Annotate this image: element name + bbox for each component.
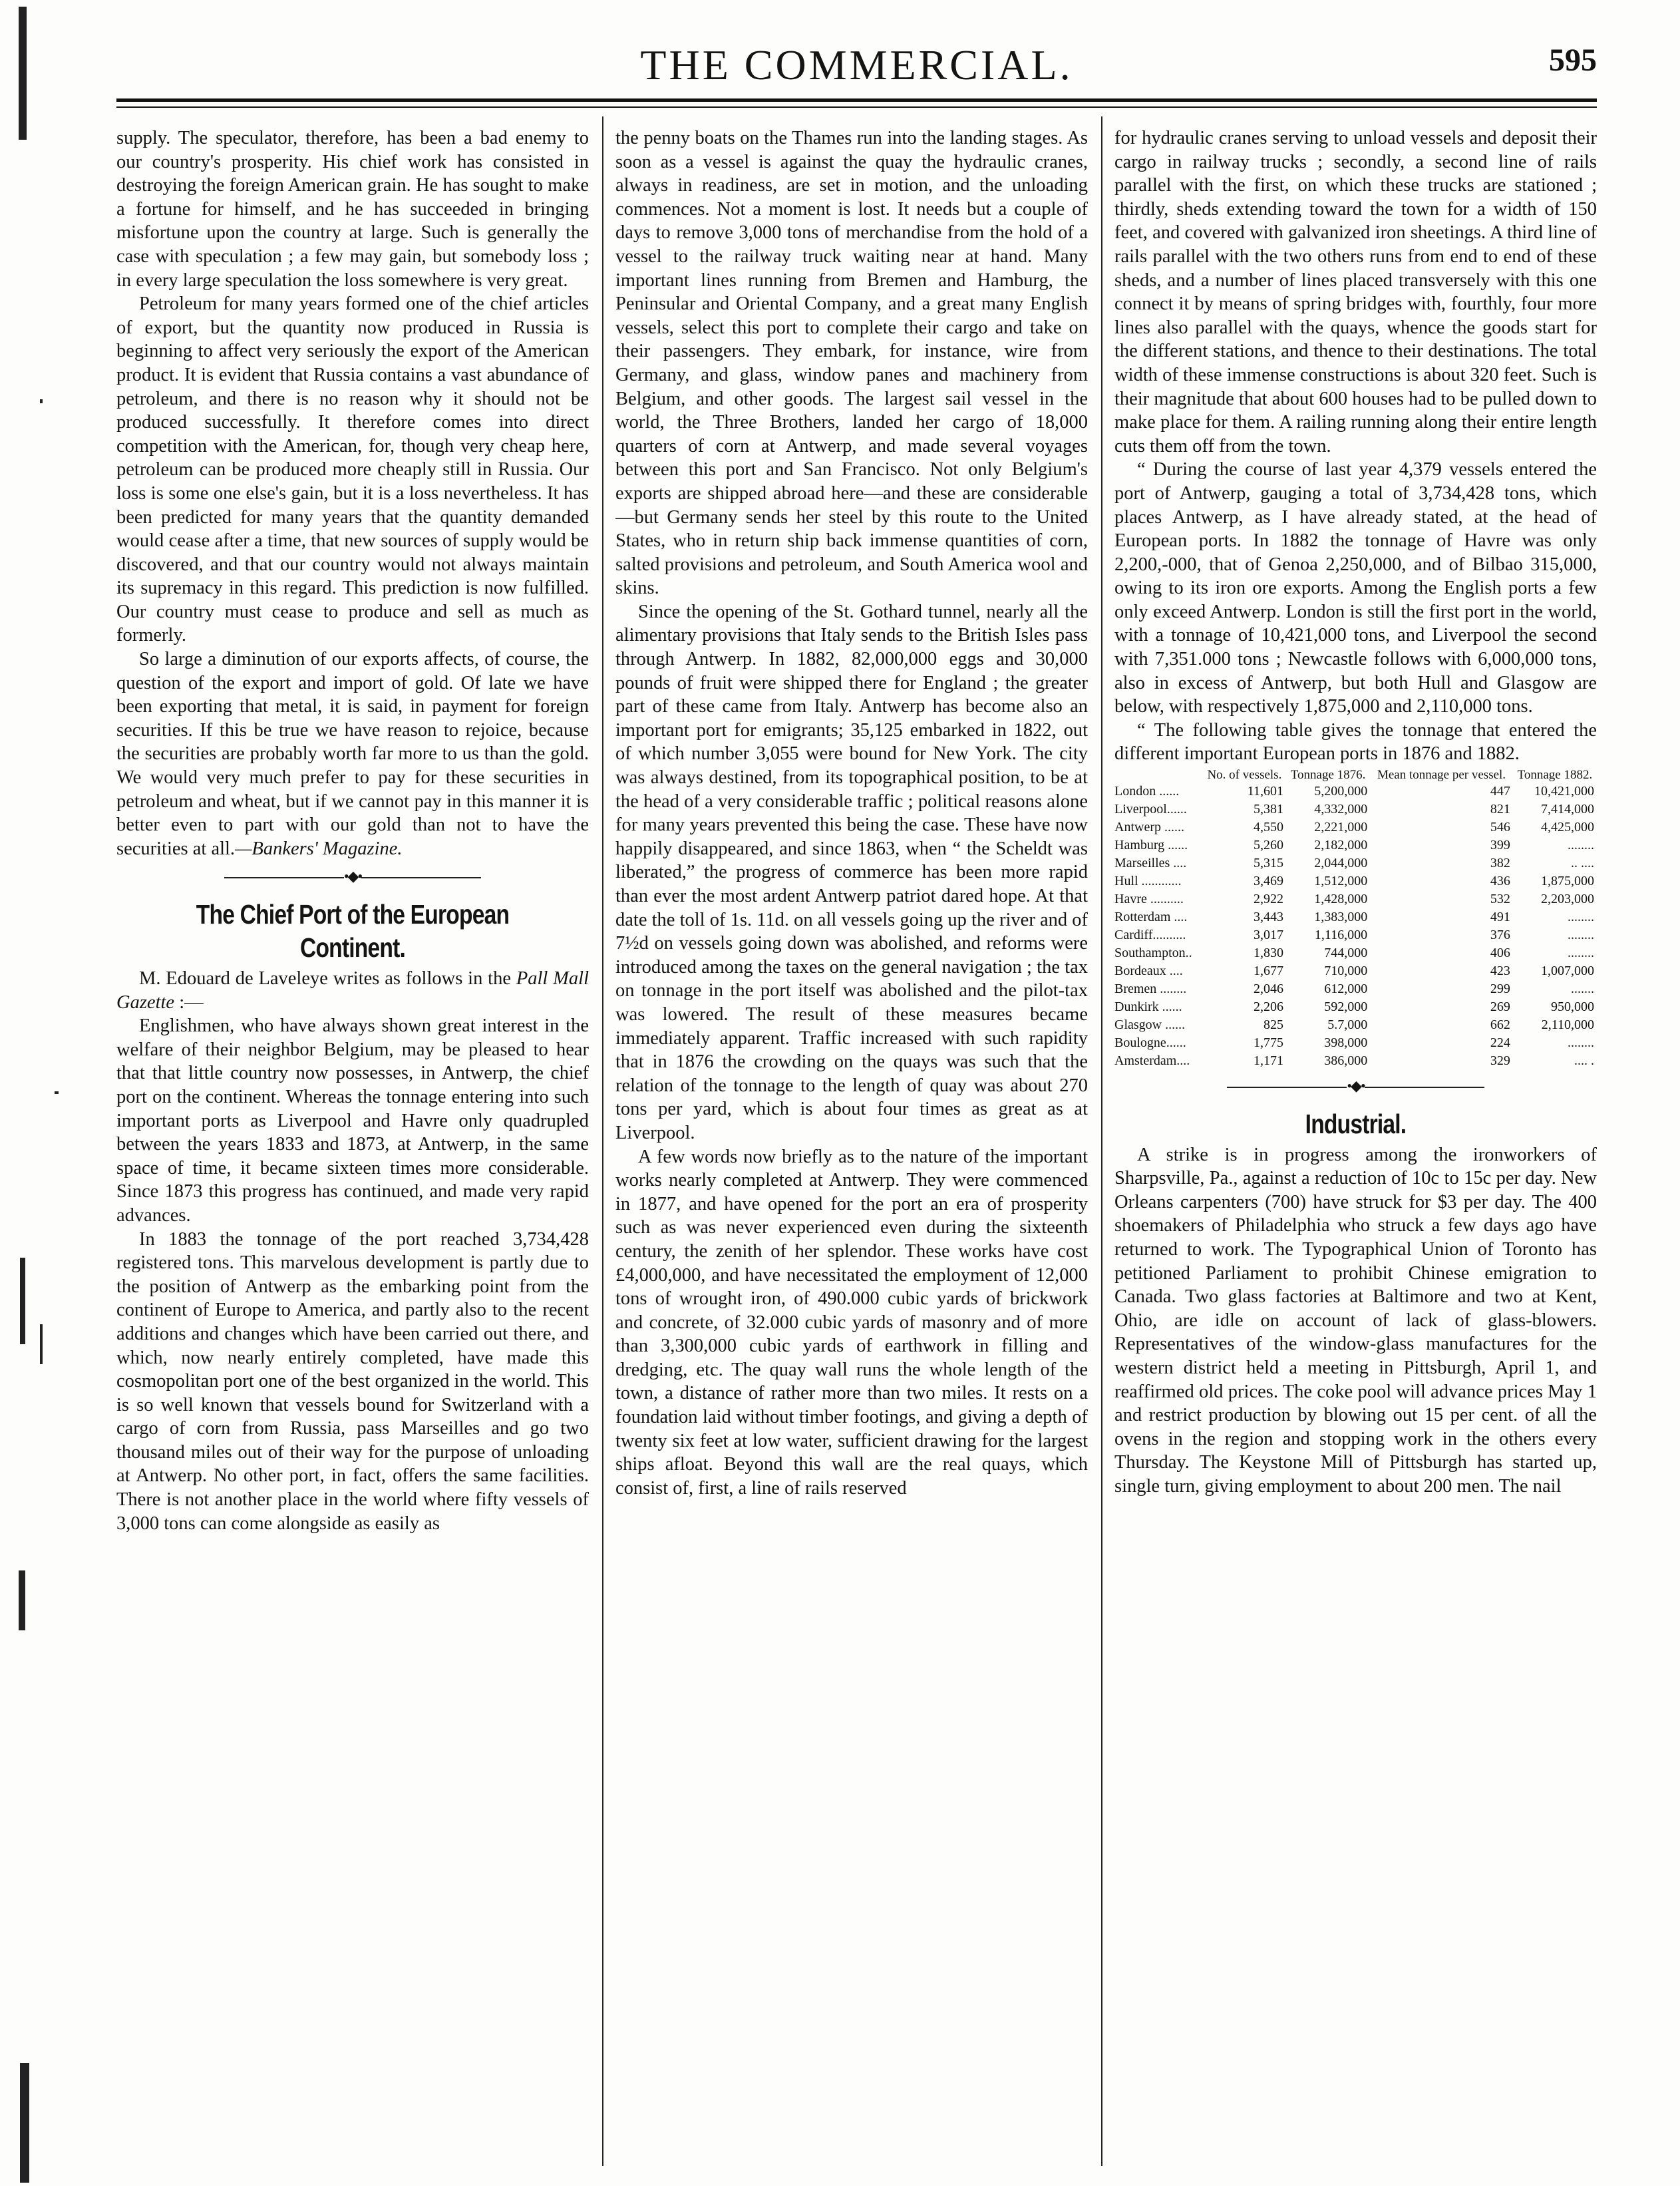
table-cell: 398,000 xyxy=(1324,1035,1368,1051)
table-cell: 5,315 xyxy=(1254,856,1284,871)
table-cell: 2,206 xyxy=(1254,1000,1284,1015)
table-row xyxy=(1114,1016,1597,1034)
table-cell: 11,601 xyxy=(1247,784,1284,799)
table-cell: 950,000 xyxy=(1551,1000,1594,1015)
table-cell: 2,110,000 xyxy=(1541,1017,1594,1033)
paragraph: “ During the course of last year 4,379 vessels entered the port of Antwerp, gauging a total of 3,734,428 tons, which places Antwerp, as I have already stated, at the head of European ports. In 1882 the tonnage of Havre was only 2,200,-000, that of Genoa 2,250,000, and of Bilbao 315,000, owing to its iron ore exports. Among the English ports a few only exceed Antwerp. London is still the first port in the world, with a tonnage of 10,421,000 tons, and Liverpool the second with 7,351.000 tons ; Newcastle follows with 6,000,000 tons, also in excess of Antwerp, but both Hull and Glasgow are below, with respectively 1,875,000 and 2,110,000 tons. xyxy=(1114,459,1597,717)
table-cell: .. .... xyxy=(1571,856,1594,871)
port-name-cell: Dunkirk ...... xyxy=(1114,1000,1182,1015)
port-name-cell: Boulogne...... xyxy=(1114,1035,1186,1051)
table-cell: ....... xyxy=(1571,982,1594,997)
paragraph: for hydraulic cranes serving to unload vessels and deposit their cargo in railway trucks ; secondly, a second line of rails parallel with the first, on which these trucks are stationed ; thirdly, sheds extending toward the town for a width of 150 feet, and covered with galvanized iron sheetings. A third line of rails parallel with the two others runs from end to end of these sheds, and a number of lines placed transversely with this one connect it by means of spring bridges with, fourthly, four more lines also parallel with the quays, whence the goods start for the different stations, and thence to their destinations. The total width of these immense constructions is about 320 feet. Such is their magnitude that about 600 houses had to be pulled down to make place for them. A railing running along their entire length cuts them off from the town. xyxy=(1114,128,1597,456)
table-cell: 224 xyxy=(1490,1035,1510,1051)
table-row xyxy=(1114,819,1597,836)
table-cell: 2,182,000 xyxy=(1314,838,1368,853)
table-cell: 1,875,000 xyxy=(1541,874,1594,889)
column-3 xyxy=(1114,126,1597,2163)
table-row xyxy=(1114,1052,1597,1070)
port-name-cell: Rotterdam .... xyxy=(1114,910,1188,925)
table-cell: 2,203,000 xyxy=(1541,892,1594,907)
port-name-cell: Hull ............ xyxy=(1114,874,1182,889)
port-name-cell: Antwerp ...... xyxy=(1114,820,1184,835)
table-header: Mean tonnage per vessel. xyxy=(1377,768,1506,783)
table-cell: 382 xyxy=(1490,856,1510,871)
column-2 xyxy=(615,126,1088,2163)
table-cell: 592,000 xyxy=(1324,1000,1368,1015)
port-name-cell: Liverpool...... xyxy=(1114,802,1187,817)
table-row xyxy=(1114,998,1597,1016)
port-name-cell: Bordeaux .... xyxy=(1114,964,1183,979)
table-row xyxy=(1114,801,1597,819)
table-cell: 821 xyxy=(1490,802,1510,817)
table-cell: 710,000 xyxy=(1324,964,1368,979)
table-cell: 662 xyxy=(1490,1017,1510,1033)
table-body xyxy=(1114,783,1597,1070)
table-header xyxy=(1114,767,1203,783)
table-cell: 744,000 xyxy=(1324,946,1368,961)
port-name-cell: Hamburg ...... xyxy=(1114,838,1188,853)
table-cell: 2,221,000 xyxy=(1314,820,1368,835)
table-row xyxy=(1114,872,1597,890)
table-cell: 1,512,000 xyxy=(1314,874,1368,889)
article-heading: The Chief Port of the European Continent. xyxy=(196,899,510,963)
table-cell: 4,550 xyxy=(1254,820,1284,835)
table-cell: 329 xyxy=(1490,1053,1510,1069)
table-row xyxy=(1114,890,1597,908)
table-cell: 7,414,000 xyxy=(1541,802,1594,817)
port-name-cell: Amsterdam.... xyxy=(1114,1053,1190,1069)
paragraph xyxy=(116,647,589,860)
table-cell: 491 xyxy=(1490,910,1510,925)
table-cell: 3,469 xyxy=(1254,874,1284,889)
table-cell: 386,000 xyxy=(1324,1053,1368,1069)
article-heading: Industrial. xyxy=(1305,1108,1407,1139)
port-name-cell: London ...... xyxy=(1114,784,1180,799)
tonnage-table xyxy=(1114,767,1597,1070)
table-cell: 2,922 xyxy=(1254,892,1284,907)
table-cell: 5.7,000 xyxy=(1327,1017,1368,1033)
header-rule-thin xyxy=(116,106,1597,108)
intro-text-end: :— xyxy=(179,992,204,1013)
table-cell: 436 xyxy=(1490,874,1510,889)
table-cell: ........ xyxy=(1568,910,1594,925)
column-1 xyxy=(116,126,589,2163)
table-cell: 2,044,000 xyxy=(1314,856,1368,871)
paragraph: Petroleum for many years formed one of the chief articles of export, but the quantity now produced in Russia is beginning to affect very seriously the export of the American product. It is evident that Russia contains a vast abundance of petroleum, and there is no reason why it should not be produced successfully. It therefore comes into direct competition with the American, for, though very cheap here, petroleum can be produced more cheaply still in Russia. Our loss is some one else's gain, but it is a loss nevertheless. It has been predicted for many years that the quantity demanded would cease after a time, that new sources of supply would be discovered, and that our country would not always maintain its supremacy in this regard. This prediction is now fulfilled. Our country must cease to produce and sell as much as formerly. xyxy=(116,293,589,646)
paragraph: A few words now briefly as to the nature of the important works nearly completed at Antwerp. They were commenced in 1877, and have opened for the port an era of prosperity such as was never experienced even during the sixteenth century, the zenith of her splendor. These works have cost £4,000,000, and have necessitated the employment of 12,000 tons of wrought iron, of 490.000 cubic yards of brickwork and concrete, of 32.000 cubic yards of masonry and of more than 3,300,000 cubic yards of earthwork in filling and dredging, etc. The quay wall runs the whole length of the town, a distance of rather more than two miles. It rests on a foundation laid without timber footings, and giving a depth of twenty six feet at low water, sufficient drawing for the largest ships afloat. Beyond this wall are the real quays, which consist of, first, a line of rails reserved xyxy=(615,1146,1088,1499)
header-rule xyxy=(116,98,1597,102)
table-cell: 532 xyxy=(1490,892,1510,907)
paragraph: In 1883 the tonnage of the port reached 3,734,428 registered tons. This marvelous development is partly due to the position of Antwerp as the embarking point from the continent of Europe to America, and partly also to the recent additions and changes which have been carried out there, and which, now nearly entirely completed, have made this cosmopolitan port one of the best organized in the world. This is so well known that vessels bound for Switzerland with a cargo of corn from Russia, pass Marseilles and go two thousand miles out of their way for the purpose of unloading at Antwerp. No other port, in fact, offers the same facilities. There is not another place in the world where fifty vessels of 3,000 tons can come alongside as easily as xyxy=(116,1228,589,1534)
port-name-cell: Southampton.. xyxy=(1114,946,1192,961)
table-header: Tonnage 1882. xyxy=(1517,768,1593,783)
table-cell: 1,383,000 xyxy=(1314,910,1368,925)
table-row xyxy=(1114,926,1597,944)
port-name-cell: Havre .......... xyxy=(1114,892,1184,907)
table-cell: 423 xyxy=(1490,964,1510,979)
paragraph: supply. The speculator, therefore, has been a bad enemy to our country's prosperity. His chief work has consisted in destroying the foreign American grain. He has sought to make a fortune for himself, and he has succeeded in bringing misfortune upon the country at large. Such is generally the case with speculation ; a few may gain, but somebody loss ; in every large speculation the loss somewhere is very great. xyxy=(116,128,589,291)
table-cell: 269 xyxy=(1490,1000,1510,1015)
paragraph-text: So large a diminution of our exports affects, of course, the question of the export and import of gold. Of late we have been exporting that metal, it is said, in payment for foreign securities. If this be true we have reason to rejoice, because the securities are probably worth far more to us than the gold. We would very much prefer to pay for these securities in petroleum and wheat, but if we cannot pay in this manner it is better even to part with our gold than not to have the securities at all. xyxy=(116,649,589,859)
paragraph: Since the opening of the St. Gothard tunnel, nearly all the alimentary provisions that Italy sends to the British Isles pass through Antwerp. In 1882, 82,000,000 eggs and 30,000 pounds of fruit were shipped there for England ; the greater part of these came from Italy. Antwerp has become also an important port for emigrants; 35,125 embarked in 1822, out of which number 3,055 were bound for New York. The city was always destined, from its topographical position, to be at the head of a very considerable traffic ; political reasons alone for many years prevented this being the case. These have now happily disappeared, and since 1863, when “ the Scheldt was liberated,” the progress of commerce has been more rapid than ever the most ardent Antwerp patriot dared hope. At that date the toll of 1s. 11d. on all vessels going up the river and of 7½d on vessels going down was abolished, and reforms were introduced among the taxes on the general navigation ; the tax on tonnage in the port itself was abolished and the pilot-tax was lowered. The result of these measures became immediately apparent. Traffic increased with such rapidity that in 1876 the crowding on the quays was such that the relation of the tonnage to the length of quay was about 270 tons per yard, which is about four times as great as at Liverpool. xyxy=(615,601,1088,1143)
table-cell: 4,425,000 xyxy=(1541,820,1594,835)
page-number: 595 xyxy=(1549,43,1597,78)
table-cell: 2,046 xyxy=(1254,982,1284,997)
table-cell: 1,007,000 xyxy=(1541,964,1594,979)
table-cell: ........ xyxy=(1568,946,1594,961)
scan-edge-marks xyxy=(0,0,100,2186)
table-row xyxy=(1114,854,1597,872)
table-cell: 1,116,000 xyxy=(1314,928,1368,943)
table-cell: 1,830 xyxy=(1254,946,1284,961)
column-divider xyxy=(602,116,603,2166)
table-cell: ........ xyxy=(1568,838,1594,853)
table-cell: 546 xyxy=(1490,820,1510,835)
port-name-cell: Glasgow ...... xyxy=(1114,1017,1186,1033)
section-ornament: •◆• xyxy=(116,864,589,888)
table-cell: 825 xyxy=(1263,1017,1284,1033)
table-cell: 4,332,000 xyxy=(1314,802,1368,817)
table-row xyxy=(1114,1034,1597,1052)
table-cell: 5,200,000 xyxy=(1314,784,1368,799)
table-cell: 612,000 xyxy=(1324,982,1368,997)
table-cell: 1,428,000 xyxy=(1314,892,1368,907)
port-name-cell: Marseilles .... xyxy=(1114,856,1187,871)
table-cell: 376 xyxy=(1490,928,1510,943)
table-header: Tonnage 1876. xyxy=(1290,768,1366,783)
table-cell: 5,260 xyxy=(1254,838,1284,853)
paragraph: “ The following table gives the tonnage that entered the different important European ports in 1876 and 1882. xyxy=(1114,719,1597,765)
table-row xyxy=(1114,944,1597,962)
section-ornament: •◆• xyxy=(1114,1074,1597,1098)
table-row xyxy=(1114,836,1597,854)
table-cell: 1,677 xyxy=(1254,964,1284,979)
table-cell: 406 xyxy=(1490,946,1510,961)
table-cell: 3,017 xyxy=(1254,928,1284,943)
table-row xyxy=(1114,962,1597,980)
port-name-cell: Cardiff.......... xyxy=(1114,928,1186,943)
table-cell: ........ xyxy=(1568,1035,1594,1051)
port-name-cell: Bremen ........ xyxy=(1114,982,1187,997)
table-row xyxy=(1114,908,1597,926)
table-row xyxy=(1114,980,1597,998)
column-divider xyxy=(1101,116,1102,2166)
table-row xyxy=(1114,783,1597,801)
table-cell: .... . xyxy=(1574,1053,1594,1069)
paragraph xyxy=(116,967,589,1014)
table-header: No. of vessels. xyxy=(1207,768,1282,783)
table-cell: 10,421,000 xyxy=(1534,784,1594,799)
paragraph: A strike is in progress among the ironworkers of Sharpsville, Pa., against a reduction of 10c to 15c per day. New Orleans carpenters (700) have struck for $3 per day. The 400 shoemakers of Philadelphia who struck a few days ago have returned to work. The Typographical Union of Toronto has petitioned Parliament to prohibit Chinese emigration to Canada. Two glass factories at Baltimore and two at Kent, Ohio, are idle on account of lack of glass-blowers. Representatives of the window-glass manufactures for the western district held a meeting in Pittsburgh, April 1, and reaffirmed old prices. The coke pool will advance prices May 1 and restrict production by blowing out 15 per cent. of all the ovens in the region and stopping work in the others every Thursday. The Keystone Mill of Pittsburgh has started up, single turn, giving employment to about 200 men. The nail xyxy=(1114,1144,1597,1497)
table-cell: 447 xyxy=(1490,784,1510,799)
table-cell: 399 xyxy=(1490,838,1510,853)
table-cell: 3,443 xyxy=(1254,910,1284,925)
table-cell: 299 xyxy=(1490,982,1510,997)
intro-text: M. Edouard de Laveleye writes as follows in the xyxy=(139,968,511,989)
table-cell: 1,171 xyxy=(1254,1053,1284,1069)
paragraph: Englishmen, who have always shown great interest in the welfare of their neighbor Belgium, may be pleased to hear that that little country now possesses, in Antwerp, the chief port on the continent. Whereas the tonnage entering into such important ports as Liverpool and Havre only quadrupled between the years 1833 and 1873, at Antwerp, in the same space of time, it became sixteen times more considerable. Since 1873 this progress has continued, and made very rapid advances. xyxy=(116,1015,589,1226)
paragraph: the penny boats on the Thames run into the landing stages. As soon as a vessel is against the quay the hydraulic cranes, always in readiness, are set in motion, and the unloading commences. Not a moment is lost. It needs but a couple of days to remove 3,000 tons of merchandise from the hold of a vessel to the railway truck waiting near at hand. Many important lines running from Bremen and Hamburg, the Peninsular and Oriental Company, and a great many English vessels, select this port to complete their cargo and take on their passengers. They embark, for instance, wire from Germany, and glass, window panes and machinery from Belgium, and other goods. The largest sail vessel in the world, the Three Brothers, landed her cargo of 18,000 quarters of corn at Antwerp, and made several voyages between this port and San Francisco. Not only Belgium's exports are shipped abroad here—and these are considerable—but Germany sends her steel by this route to the United States, who in return ship back immense quantities of corn, salted provisions and petroleum, and South America wool and skins. xyxy=(615,128,1088,599)
table-header-row xyxy=(1114,767,1597,783)
table-cell: 1,775 xyxy=(1254,1035,1284,1051)
running-title: THE COMMERCIAL. xyxy=(640,41,1073,89)
source-credit: —Bankers' Magazine. xyxy=(235,838,403,859)
table-cell: 5,381 xyxy=(1254,802,1284,817)
source-title: Pall Mall Gazette xyxy=(116,968,589,1013)
table-cell: ........ xyxy=(1568,928,1594,943)
